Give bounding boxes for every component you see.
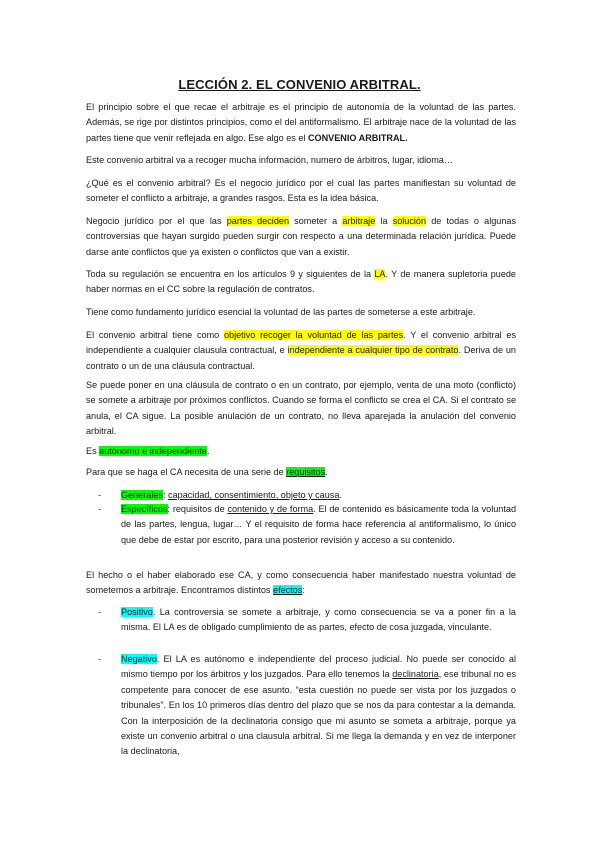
paragraph-text: . Deriva de un contrato o un de una cláusula contractual. [86, 345, 516, 371]
highlight: Negativo [121, 654, 157, 664]
paragraph-text: . [339, 490, 342, 500]
underlined-text: contenido y de forma [227, 504, 314, 514]
highlight: efectos [273, 585, 303, 596]
paragraph-text: Para que se haga el CA necesita de una serie de [86, 467, 287, 477]
paragraph-foundation: Tiene como fundamento jurídico esencial la voluntad de las partes de someterse a este arbitraje. [86, 307, 476, 317]
paragraph-definition-question: ¿Qué es el convenio arbitral? Es el negocio jurídico por el cual las partes manifiestan su voluntad de someter el conflicto a arbitraje, a grandes rasgos. Esta es la idea básica. [86, 178, 516, 204]
paragraph-text: de todas o algunas controversias que hayan surgido pueden surgir con respecto a una determinada relación jurídica. Puede darse ante conflictos que ya existen o conflictos que van a existir. [86, 216, 516, 257]
highlight: Específicos [121, 504, 168, 514]
paragraph-text: : requisitos de [167, 504, 228, 514]
paragraph-example: Se puede poner en una cláusula de contrato o en un contrato, por ejemplo, venta de una moto (conflicto) se somete a arbitraje por próximos conflictos. Cuando se forma el conflicto se crea el CA. Si el contrato se anula, el CA sigue. La posible anulación de un contrato, no lleva aparejada la anulación del convenio arbitral. [86, 380, 516, 437]
underlined-text: declinatoria [392, 669, 439, 680]
paragraph-text: Es [86, 446, 100, 456]
paragraph-text: . Y el convenio arbitral es independiente a cualquier clausula contractual, e [86, 330, 517, 356]
paragraph-text: . La controversia se somete a arbitraje, y como consecuencia se va a poner fin a la misma. El LA es de obligado cumplimiento de as partes, efecto de cosa juzgada, vinculante. [121, 607, 516, 633]
paragraph-regulation [86, 267, 516, 298]
highlight: independiente a cualquier tipo de contrato [287, 345, 459, 356]
paragraph-text: la [375, 216, 393, 226]
list-bullet: - [98, 504, 102, 514]
paragraph-contents: Este convenio arbitral va a recoger mucha información, numero de árbitros, lugar, idioma… [86, 155, 453, 165]
highlight: solución [392, 216, 427, 226]
paragraph-autonomous [86, 444, 516, 459]
paragraph-effects-intro [86, 568, 516, 599]
highlight: Positivo [121, 607, 153, 617]
paragraph-text: , ese tribunal no es competente para conocer de ese asunto. “esta cuestión no puede ser vista por los juzgados o tribunales”. En los 10 primeros días dentro del plazo que se nos da para contestar a la demanda. Con la interposición de la declinatoria consigo que mi asunto se someta a arbitraje, porque ya existe un convenio arbitral o una clausula arbitral. Si me llega la demanda y en vez de interponer la declinatoria, [121, 669, 516, 757]
highlight: autónomo e independiente [99, 446, 207, 456]
paragraph-text: . [206, 446, 210, 456]
highlight: LA [374, 269, 386, 279]
list-item-negative-effect [121, 652, 516, 760]
paragraph-definition [86, 214, 516, 260]
list-bullet: - [98, 654, 102, 664]
paragraph-text: Negocio jurídico por el que las [86, 216, 227, 226]
paragraph-text: El convenio arbitral tiene como [86, 330, 224, 340]
underlined-text: capacidad, consentimiento, objeto y causa [168, 490, 340, 500]
page-title: LECCIÓN 2. EL CONVENIO ARBITRAL. [178, 77, 421, 92]
paragraph-intro [86, 100, 516, 146]
paragraph-text: Toda su regulación se encuentra en los artículos 9 y siguientes de la [86, 269, 375, 279]
highlight: arbitraje [342, 216, 376, 226]
paragraph-text: . [325, 467, 328, 477]
paragraph-text: someter a [289, 216, 343, 226]
paragraph-text: El hecho o el haber elaborado ese CA, y como consecuencia haber manifestado nuestra voluntad de sometemos a arbitraje. Encontramos distintos [86, 570, 516, 596]
list-item-specific-requirements [121, 502, 516, 548]
bold-term: CONVENIO ARBITRAL. [307, 132, 408, 143]
list-item-positive-effect [121, 605, 516, 636]
paragraph-text: : [162, 490, 169, 500]
highlight: requisitos [286, 467, 326, 477]
list-bullet: - [98, 607, 102, 617]
paragraph-text: . El de contenido es básicamente toda la voluntad de las partes, lengua, lugar… Y el requisito de forma hace referencia al antiformalismo, lo único que debe de estar por escrito, para una posterior revisión y acceso a su contenido. [121, 504, 516, 545]
paragraph-objective [86, 328, 516, 374]
paragraph-text: . El LA es autónomo e independiente del proceso judicial. No puede ser conocido al mismo tiempo por los árbitros y los juzgados. Para ello tenemos la [121, 654, 516, 680]
paragraph-requirements-intro [86, 465, 516, 480]
paragraph-text: El principio sobre el que recae el arbitraje es el principio de autonomía de la voluntad de las partes. Además, se rige por distintos principios, como el del antiformalismo. El arbitraje nace de la voluntad de las partes tiene que venir reflejada en algo. Ese algo es el [86, 102, 516, 143]
paragraph-text: . Y de manera supletoria puede haber normas en el CC sobre la regulación de contratos. [86, 269, 516, 295]
highlight: objetivo recoger la voluntad de las partes [223, 330, 404, 340]
highlight: Generales [121, 490, 163, 500]
paragraph-text: : [302, 585, 305, 596]
list-bullet: - [98, 490, 102, 500]
highlight: partes deciden [226, 216, 289, 226]
